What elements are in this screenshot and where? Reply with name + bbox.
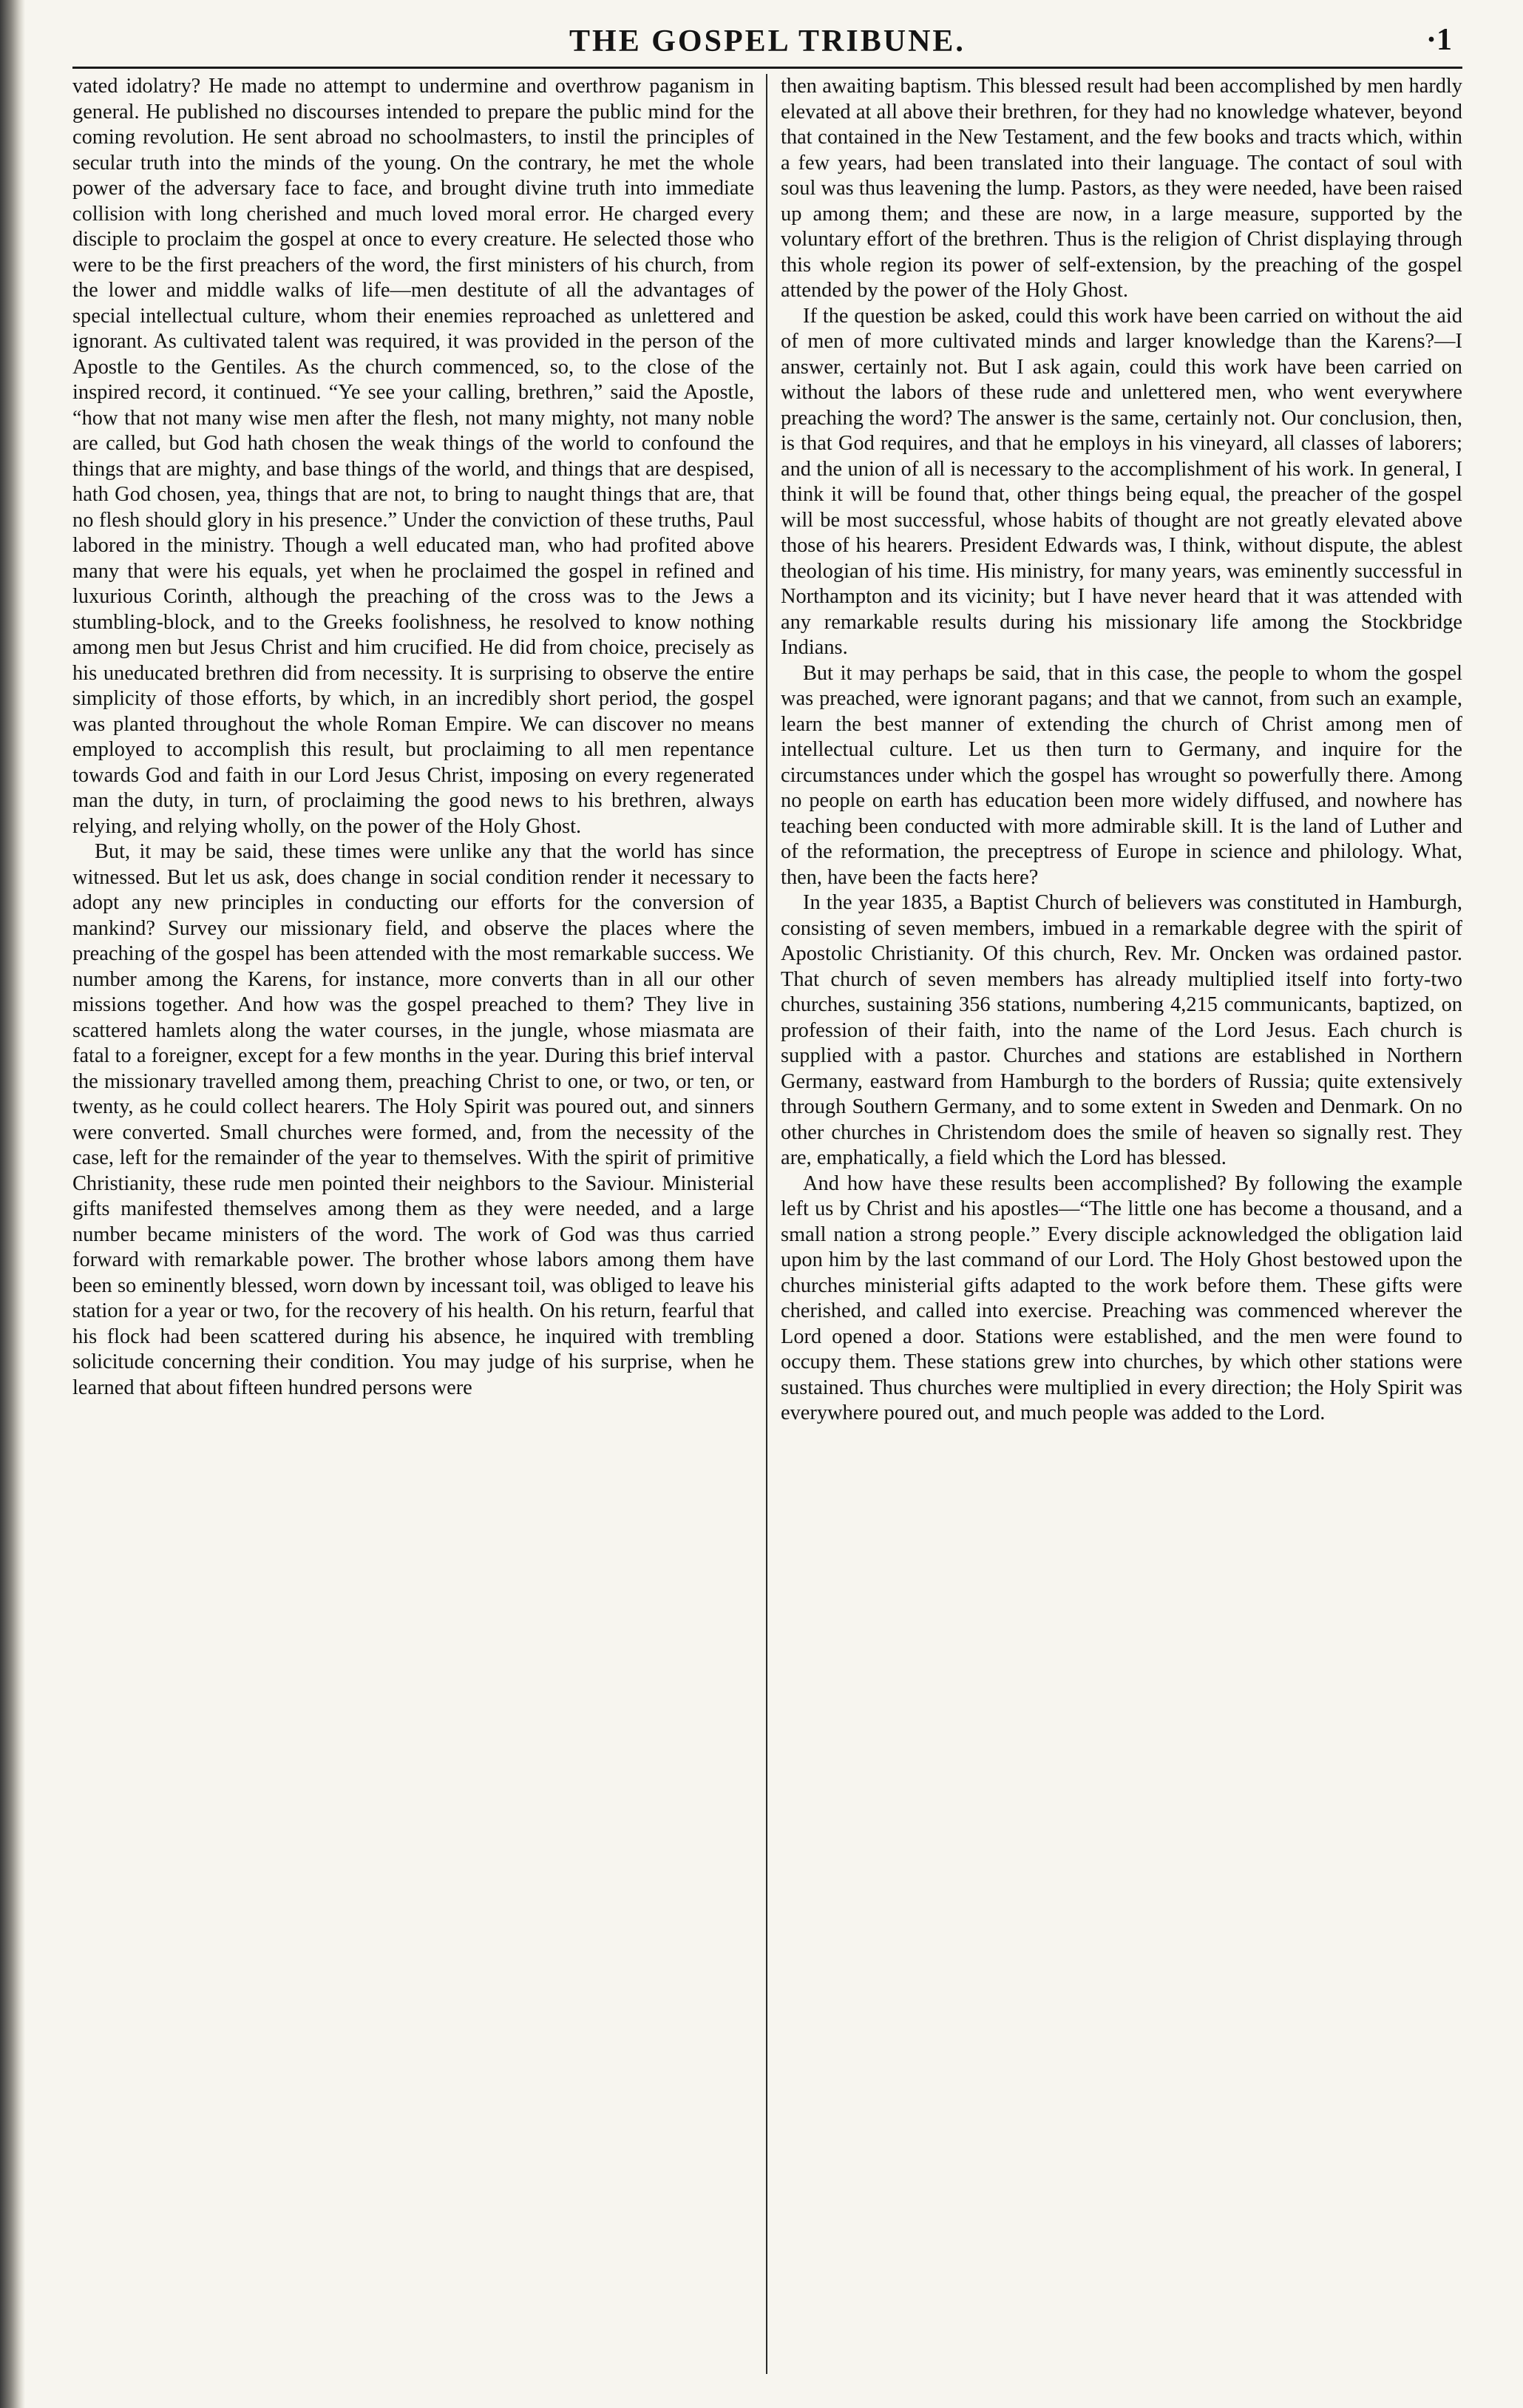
column-rule bbox=[766, 74, 767, 2374]
right-column bbox=[781, 74, 1462, 2381]
paragraph: then awaiting baptism. This blessed result had been accomplished by men hardly elevated at all above their brethren, for they had no knowledge whatever, beyond that contained in the New Testament, and the few books and tracts which, within a few years, had been translated into their language. The contact of soul with soul was thus leavening the lump. Pastors, as they were needed, have been raised up among them; and these are now, in a large measure, supported by the voluntary effort of the brethren. Thus is the religion of Christ displaying through this whole region its power of self-extension, by the preaching of the gospel attended by the power of the Holy Ghost. bbox=[781, 75, 1462, 302]
paragraph: And how have these results been accomplished? By following the example left us by Christ and his apostles—“The little one has become a thousand, and a small nation a strong people.” Every disciple acknowledged the obligation laid upon him by the last command of our Lord. The Holy Ghost bestowed upon the churches ministerial gifts adapted to the work before them. These gifts were cherished, and called into exercise. Preaching was commenced wherever the Lord opened a door. Stations were established, and the men were found to occupy them. These stations grew into churches, by which other stations were sustained. Thus churches were multiplied in every direction; the Holy Spirit was everywhere poured out, and much people was added to the Lord. bbox=[781, 1171, 1462, 1424]
page-header bbox=[72, 19, 1462, 69]
newspaper-page bbox=[72, 19, 1462, 2386]
paragraph: In the year 1835, a Baptist Church of believers was constituted in Hamburgh, consisting of seven members, imbued in a remarkable degree with the spirit of Apostolic Christianity. Of this church, Rev. Mr. Oncken was ordained pastor. That church of seven members has already multiplied itself into forty-two churches, sustaining 356 stations, numbering 4,215 communicants, baptized, on profession of their faith, into the name of the Lord Jesus. Each church is supplied with a pastor. Churches and stations are established in Northern Germany, eastward from Hamburgh to the borders of Russia; quite extensively through Southern Germany, and to some extent in Sweden and Denmark. On no other churches in Christendom does the smile of heaven so signally rest. They are, emphatically, a field which the Lord has blessed. bbox=[781, 891, 1462, 1169]
page-title: THE GOSPEL TRIBUNE. bbox=[569, 24, 966, 58]
paragraph: But it may perhaps be said, that in this case, the people to whom the gospel was preached, were ignorant pagans; and that we cannot, from such an example, learn the best manner of extending the church of Christ among men of intellectual culture. Let us then turn to Germany, and inquire for the circumstances under which the gospel has wrought so powerfully there. Among no people on earth has education been more widely diffused, and nowhere has teaching been conducted with more admirable skill. It is the land of Luther and of the reformation, the preceptress of Europe in science and philology. What, then, have been the facts here? bbox=[781, 661, 1462, 889]
left-column bbox=[72, 74, 754, 2381]
article-columns bbox=[72, 74, 1462, 2381]
book-binding-edge bbox=[0, 0, 25, 2408]
paragraph: But, it may be said, these times were unlike any that the world has since witnessed. But let us ask, does change in social condition render it necessary to adopt any new principles in conducting our efforts for the conversion of mankind? Survey our missionary field, and observe the places where the preaching of the gospel has been attended with the most remarkable success. We number among the Karens, for instance, more converts than in all our other missions together. And how was the gospel preached to them? They live in scattered hamlets along the water courses, in the jungle, whose miasmata are fatal to a foreigner, except for a few months in the year. During this brief interval the missionary travelled among them, preaching Christ to one, or two, or ten, or twenty, as he could collect hearers. The Holy Spirit was poured out, and sinners were converted. Small churches were formed, and, from the necessity of the case, left for the remainder of the year to themselves. With the spirit of primitive Christianity, these rude men pointed their neighbors to the Saviour. Ministerial gifts manifested themselves among them as they were needed, and a large number became ministers of the word. The work of God was thus carried forward with remarkable power. The brother whose labors among them have been so eminently blessed, worn down by incessant toil, was obliged to leave his station for a year or two, for the recovery of his health. On his return, fearful that his flock had been scattered during his absence, he inquired with trembling solicitude concerning their condition. You may judge of his surprise, when he learned that about fifteen hundred persons were bbox=[72, 840, 754, 1399]
paragraph: If the question be asked, could this work have been carried on without the aid of men of more cultivated minds and larger knowledge than the Karens?—I answer, certainly not. But I ask again, could this work have been carried on without the labors of these rude and unlettered men, who went everywhere preaching the word? The answer is the same, certainly not. Our conclusion, then, is that God requires, and that he employs in his vineyard, all classes of laborers; and the union of all is necessary to the accomplishment of his work. In general, I think it will be found that, other things being equal, the preacher of the gospel will be most successful, whose habits of thought are not greatly elevated above those of his hearers. President Edwards was, I think, without dispute, the ablest theologian of his time. His ministry, for many years, was eminently successful in Northampton and its vicinity; but I have never heard that it was attended with any remarkable results during his missionary life among the Stockbridge Indians. bbox=[781, 304, 1462, 659]
page-number: ·1 bbox=[1425, 23, 1452, 57]
paragraph: vated idolatry? He made no attempt to undermine and overthrow paganism in general. He published no discourses intended to prepare the public mind for the coming revolution. He sent abroad no schoolmasters, to instil the principles of secular truth into the minds of the young. On the contrary, he met the whole power of the adversary face to face, and brought divine truth into immediate collision with long cherished and much loved moral error. He charged every disciple to proclaim the gospel at once to every creature. He selected those who were to be the first preachers of the word, the first ministers of his church, from the lower and middle walks of life—men destitute of all the advantages of special intellectual culture, whom their enemies reproached as unlettered and ignorant. As cultivated talent was required, it was provided in the person of the Apostle to the Gentiles. As the church commenced, so, to the close of the inspired record, it continued. “Ye see your calling, brethren,” said the Apostle, “how that not many wise men after the flesh, not many mighty, not many noble are called, but God hath chosen the weak things of the world to confound the things that are mighty, and base things of the world, and things that are despised, hath God chosen, yea, things that are not, to bring to naught things that are, that no flesh should glory in his presence.” Under the conviction of these truths, Paul labored in the ministry. Though a well educated man, who had profited above many that were his equals, yet when he proclaimed the gospel in refined and luxurious Corinth, although the preaching of the cross was to the Jews a stumbling-block, and to the Greeks foolishness, he resolved to know nothing among men but Jesus Christ and him crucified. He did from choice, precisely as his uneducated brethren did from necessity. It is surprising to observe the entire simplicity of those efforts, by which, in an incredibly short period, the gospel was planted throughout the whole Roman Empire. We can discover no means employed to accomplish this result, but proclaiming to all men repentance towards God and faith in our Lord Jesus Christ, imposing on every regenerated man the duty, in turn, of proclaiming the good news to his brethren, always relying, and relying wholly, on the power of the Holy Ghost. bbox=[72, 75, 754, 838]
